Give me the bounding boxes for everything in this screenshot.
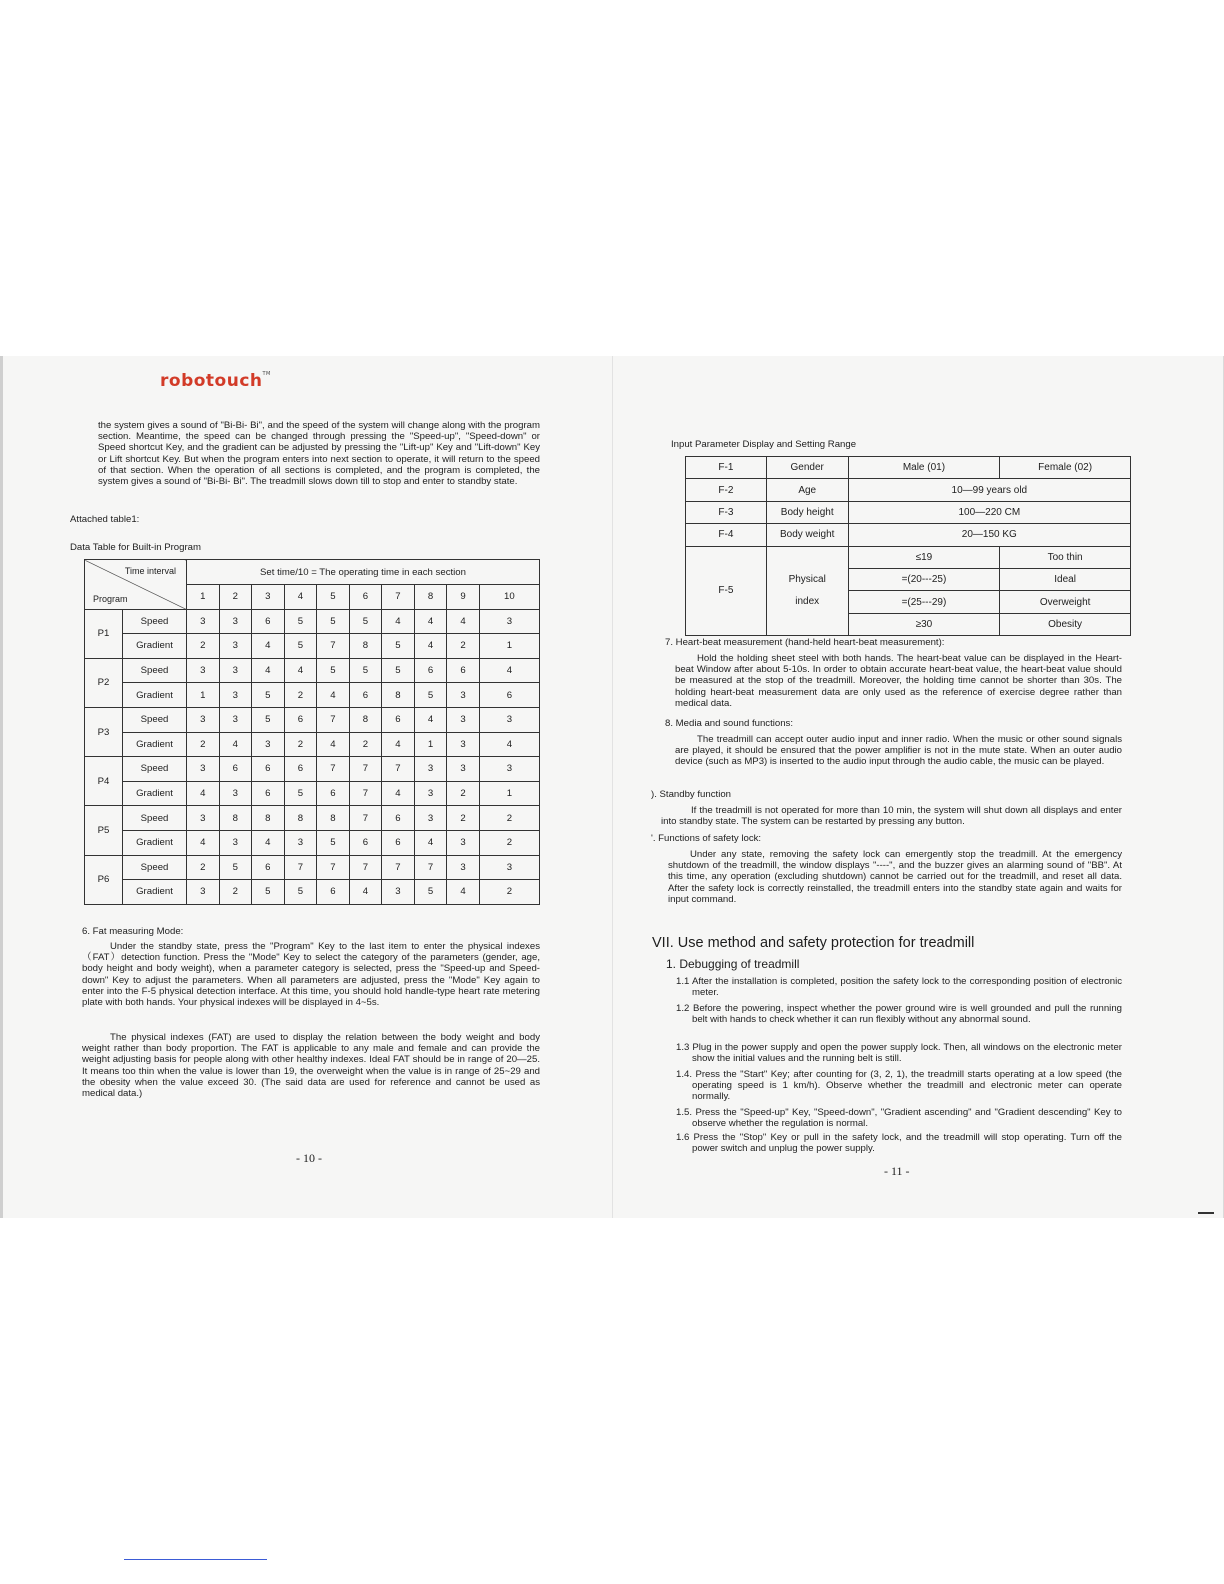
speed-value: 3: [447, 707, 480, 732]
heartbeat-heading: 7. Heart-beat measurement (hand-held heart-beat measurement):: [665, 637, 945, 648]
speed-value: 3: [219, 658, 252, 683]
f5-name-line1: Physical: [788, 573, 826, 585]
column-header: 8: [414, 585, 447, 610]
brand-logo: [160, 371, 271, 391]
attached-label: Attached table1:: [70, 514, 140, 525]
speed-value: 7: [382, 757, 415, 782]
gradient-value: 1: [414, 732, 447, 757]
gradient-value: 3: [252, 732, 285, 757]
f1-male: Male (01): [848, 457, 1000, 479]
media-paragraph: The treadmill can accept outer audio input and inner radio. When the music or other sound signals are played, it should be ensured that the power amplifier is not in the mute state. When an outer audio device (such as MP3) is inserted to the audio input through the audio cable, the music can be played.: [675, 734, 1122, 768]
gradient-value: 5: [414, 683, 447, 708]
speed-value: 5: [317, 609, 350, 634]
gradient-value: 3: [187, 880, 220, 905]
gradient-value: 3: [219, 781, 252, 806]
page-number-right: - 11 -: [884, 1164, 910, 1178]
column-header: 3: [252, 585, 285, 610]
f3-range: 100—220 CM: [848, 501, 1130, 523]
speed-value: 3: [187, 658, 220, 683]
program-label: P6: [85, 855, 123, 904]
speed-value: 3: [187, 707, 220, 732]
speed-value: 3: [479, 609, 539, 634]
speed-value: 3: [447, 757, 480, 782]
gradient-label: Gradient: [123, 880, 187, 905]
sub-title: 1. Debugging of treadmill: [666, 957, 800, 971]
f5-name-line2: index: [795, 595, 820, 607]
speed-value: 5: [284, 609, 317, 634]
gradient-label: Gradient: [123, 781, 187, 806]
speed-value: 7: [349, 757, 382, 782]
gradient-value: 6: [349, 830, 382, 855]
gradient-value: 6: [317, 880, 350, 905]
speed-value: 2: [447, 806, 480, 831]
gradient-value: 4: [252, 830, 285, 855]
program-speed-row: [85, 707, 540, 732]
speed-value: 4: [382, 609, 415, 634]
center-fold: [612, 356, 613, 1218]
column-header: 10: [479, 585, 539, 610]
f2-code: F-2: [686, 479, 767, 501]
gradient-value: 4: [382, 781, 415, 806]
gradient-value: 3: [219, 634, 252, 659]
gradient-value: 3: [447, 732, 480, 757]
speed-value: 6: [382, 806, 415, 831]
f5-result: Ideal: [1000, 568, 1131, 590]
gradient-value: 5: [382, 634, 415, 659]
gradient-value: 4: [414, 830, 447, 855]
gradient-value: 4: [479, 732, 539, 757]
gradient-value: 3: [219, 830, 252, 855]
column-header: 2: [219, 585, 252, 610]
speed-value: 5: [349, 609, 382, 634]
speed-value: 5: [317, 658, 350, 683]
table-corner-cell: [85, 560, 187, 610]
program-speed-row: [85, 855, 540, 880]
f5-result: Overweight: [1000, 591, 1131, 613]
program-label: P2: [85, 658, 123, 707]
gradient-value: 1: [187, 683, 220, 708]
speed-label: Speed: [123, 855, 187, 880]
gradient-value: 2: [479, 880, 539, 905]
speed-value: 3: [219, 707, 252, 732]
gradient-value: 1: [479, 781, 539, 806]
speed-label: Speed: [123, 757, 187, 782]
gradient-value: 2: [187, 634, 220, 659]
speed-value: 6: [382, 707, 415, 732]
gradient-value: 6: [317, 781, 350, 806]
gradient-value: 5: [317, 830, 350, 855]
program-speed-row: [85, 757, 540, 782]
speed-value: 4: [447, 609, 480, 634]
gradient-value: 3: [382, 880, 415, 905]
f5-result: Obesity: [1000, 613, 1131, 635]
program-label: P3: [85, 707, 123, 756]
gradient-value: 6: [252, 781, 285, 806]
gradient-value: 5: [252, 683, 285, 708]
speed-value: 6: [252, 757, 285, 782]
debug-step: 1.4. Press the "Start" Key; after counting for (3, 2, 1), the treadmill starts operating at a low speed (the operating speed is 1 km/h). Observe whether the treadmill and electronic meter can operate normally.: [676, 1069, 1122, 1103]
f5-range: =(25---29): [848, 591, 1000, 613]
speed-value: 7: [349, 806, 382, 831]
gradient-value: 3: [447, 830, 480, 855]
column-header: 7: [382, 585, 415, 610]
gradient-value: 2: [479, 830, 539, 855]
program-gradient-row: [85, 634, 540, 659]
speed-value: 3: [479, 757, 539, 782]
speed-value: 8: [219, 806, 252, 831]
gradient-value: 5: [284, 880, 317, 905]
gradient-value: 5: [284, 634, 317, 659]
gradient-value: 4: [349, 880, 382, 905]
gradient-value: 2: [284, 683, 317, 708]
speed-value: 8: [349, 707, 382, 732]
gradient-value: 5: [252, 880, 285, 905]
gradient-value: 4: [219, 732, 252, 757]
gradient-label: Gradient: [123, 634, 187, 659]
gradient-value: 6: [349, 683, 382, 708]
speed-value: 6: [414, 658, 447, 683]
speed-value: 3: [187, 609, 220, 634]
speed-value: 3: [479, 707, 539, 732]
speed-value: 8: [252, 806, 285, 831]
gradient-value: 4: [252, 634, 285, 659]
corner-time-interval: Time interval: [124, 566, 176, 576]
gradient-value: 7: [349, 781, 382, 806]
speed-label: Speed: [123, 609, 187, 634]
f5-result: Too thin: [1000, 546, 1131, 568]
speed-value: 7: [317, 855, 350, 880]
gradient-value: 4: [447, 880, 480, 905]
speed-value: 7: [284, 855, 317, 880]
f5-range: ≤19: [848, 546, 1000, 568]
program-speed-row: [85, 658, 540, 683]
speed-value: 5: [349, 658, 382, 683]
speed-value: 3: [219, 609, 252, 634]
speed-value: 8: [317, 806, 350, 831]
gradient-value: 4: [414, 634, 447, 659]
fat-paragraph-1: Under the standby state, press the "Program" Key to the last item to enter the physical indexes （FAT）detection function. Press the "Mode" Key to select the category of the parameters (gender, age, body height and body weight), when a parameter category is selected, press the "Speed-up and Speed-down" Key to adjust the parameters. When all parameters are adjusted, press the "Mode" Key again to enter into the F-5 physical detection interface. At this time, you should hold handle-type heart rate metering plate with both hands. Your physical indexes will be displayed in 4~5s.: [82, 941, 540, 1009]
column-header: 6: [349, 585, 382, 610]
gradient-value: 3: [414, 781, 447, 806]
f3-code: F-3: [686, 501, 767, 523]
speed-value: 7: [349, 855, 382, 880]
gradient-value: 3: [219, 683, 252, 708]
bottom-rule: [124, 1559, 267, 1560]
gradient-label: Gradient: [123, 683, 187, 708]
fat-paragraph-2: The physical indexes (FAT) are used to display the relation between the body weight and body weight rather than body proportion. The FAT is applicable to any male and female and can provide the weight adjusting basis for people along with other healthy indexes. Ideal FAT should be in range of 20—25. It means too thin when the value is lower than 19, the overweight when the value is in range of 25~29 and the obesity when the value exceed 30. (The said data are used for reference and cannot be used as medical data.): [82, 1032, 540, 1100]
speed-value: 4: [252, 658, 285, 683]
gradient-value: 4: [317, 732, 350, 757]
parameter-table: [685, 456, 1131, 636]
speed-value: 4: [414, 707, 447, 732]
debug-step: 1.2 Before the powering, inspect whether the power ground wire is well grounded and pull the running belt with hands to check whether it can run flexibly without any abnormal sound.: [676, 1003, 1122, 1026]
f4-code: F-4: [686, 524, 767, 546]
column-header: 9: [447, 585, 480, 610]
gradient-value: 7: [317, 634, 350, 659]
debug-step: 1.5. Press the "Speed-up" Key, "Speed-down", "Gradient ascending" and "Gradient descending" Key to observe whether the regulation is normal.: [676, 1107, 1122, 1130]
gradient-value: 4: [187, 781, 220, 806]
speed-value: 5: [219, 855, 252, 880]
gradient-value: 4: [187, 830, 220, 855]
speed-value: 5: [382, 658, 415, 683]
speed-value: 3: [414, 806, 447, 831]
safety-paragraph: Under any state, removing the safety lock can emergently stop the treadmill. At the emergency shutdown of the treadmill, the window displays "----", and the buzzer gives an alarming sound of "BB". At this time, any operation (excluding shutdown) cannot be carried out for the treadmill, and reset all data. After the safety lock is correctly reinstalled, the treadmill enters into the standby state again and waits for input command.: [668, 849, 1122, 905]
debug-step: 1.6 Press the "Stop" Key or pull in the safety lock, and the treadmill will stop operating. Turn off the power switch and unplug the power supply.: [676, 1132, 1122, 1155]
speed-value: 7: [414, 855, 447, 880]
gradient-value: 5: [284, 781, 317, 806]
f1-code: F-1: [686, 457, 767, 479]
program-label: P4: [85, 757, 123, 806]
gradient-value: 6: [479, 683, 539, 708]
speed-value: 2: [479, 806, 539, 831]
program-gradient-row: [85, 880, 540, 905]
speed-value: 7: [317, 707, 350, 732]
program-gradient-row: [85, 683, 540, 708]
speed-value: 6: [252, 609, 285, 634]
gradient-value: 6: [382, 830, 415, 855]
program-table: [84, 559, 540, 905]
gradient-value: 2: [447, 781, 480, 806]
f3-name: Body height: [766, 501, 848, 523]
safety-heading: '. Functions of safety lock:: [651, 833, 762, 844]
gradient-value: 8: [349, 634, 382, 659]
speed-value: 6: [219, 757, 252, 782]
gradient-value: 3: [284, 830, 317, 855]
set-time-header: Set time/10 = The operating time in each section: [187, 560, 540, 585]
program-label: P5: [85, 806, 123, 855]
f2-range: 10—99 years old: [848, 479, 1130, 501]
program-speed-row: [85, 806, 540, 831]
brand-logo-text: robotouch: [160, 371, 263, 391]
gradient-label: Gradient: [123, 732, 187, 757]
column-header: 1: [187, 585, 220, 610]
media-heading: 8. Media and sound functions:: [665, 718, 794, 729]
speed-value: 6: [252, 855, 285, 880]
program-gradient-row: [85, 830, 540, 855]
gradient-value: 5: [414, 880, 447, 905]
speed-value: 6: [447, 658, 480, 683]
speed-value: 2: [187, 855, 220, 880]
speed-label: Speed: [123, 658, 187, 683]
debug-step: 1.1 After the installation is completed, position the safety lock to the corresponding position of electronic meter.: [676, 976, 1122, 999]
debug-step: 1.3 Plug in the power supply and open the power supply lock. Then, all windows on the electronic meter show the initial values and the running belt is still.: [676, 1042, 1122, 1065]
f5-range: =(20---25): [848, 568, 1000, 590]
f1-female: Female (02): [1000, 457, 1131, 479]
gradient-value: 4: [382, 732, 415, 757]
standby-paragraph: If the treadmill is not operated for more than 10 min, the system will shut down all displays and enter into standby state. The system can be restarted by pressing any button.: [661, 805, 1122, 828]
speed-value: 3: [447, 855, 480, 880]
column-header: 4: [284, 585, 317, 610]
speed-value: 3: [479, 855, 539, 880]
f4-range: 20—150 KG: [848, 524, 1130, 546]
fat-heading: 6. Fat measuring Mode:: [82, 926, 184, 937]
gradient-label: Gradient: [123, 830, 187, 855]
program-gradient-row: [85, 781, 540, 806]
speed-value: 4: [284, 658, 317, 683]
speed-value: 6: [284, 757, 317, 782]
left-scan-edge: [0, 356, 3, 1218]
speed-value: 3: [187, 757, 220, 782]
f5-name: [766, 546, 848, 636]
program-label: P1: [85, 609, 123, 658]
program-speed-row: [85, 609, 540, 634]
gradient-value: 8: [382, 683, 415, 708]
section-title: VII. Use method and safety protection for treadmill: [652, 935, 975, 951]
gradient-value: 2: [187, 732, 220, 757]
speed-label: Speed: [123, 707, 187, 732]
gradient-value: 4: [317, 683, 350, 708]
page-number-left: - 10 -: [296, 1151, 322, 1165]
speed-value: 7: [317, 757, 350, 782]
speed-value: 3: [414, 757, 447, 782]
speed-value: 7: [382, 855, 415, 880]
f5-code: F-5: [686, 546, 767, 636]
gradient-value: 2: [284, 732, 317, 757]
margin-mark: [1198, 1212, 1214, 1214]
f2-name: Age: [766, 479, 848, 501]
heartbeat-paragraph: Hold the holding sheet steel with both hands. The heart-beat value can be displayed in the Heart-beat Window after about 5-10s. In order to obtain accurate heart-beat value, the heart-beat value should be measured at the stop of the treadmill. Moreover, the holding time cannot be shorter than 30s. The holding heart-beat measurement data are only used as the reference of exercise degree rather than medical data.: [675, 653, 1122, 709]
standby-heading: ). Standby function: [651, 789, 731, 800]
speed-value: 5: [252, 707, 285, 732]
speed-value: 4: [479, 658, 539, 683]
gradient-value: 1: [479, 634, 539, 659]
gradient-value: 2: [219, 880, 252, 905]
speed-value: 4: [414, 609, 447, 634]
speed-label: Speed: [123, 806, 187, 831]
gradient-value: 2: [349, 732, 382, 757]
f4-name: Body weight: [766, 524, 848, 546]
gradient-value: 3: [447, 683, 480, 708]
trademark-mark: TM: [262, 371, 271, 377]
intro-paragraph: the system gives a sound of "Bi-Bi- Bi", and the speed of the system will change along with the program section. Meantime, the speed can be changed through pressing the "Speed-up", "Speed-down" or Speed shortcut Key, and the gradient can be adjusted by pressing the "Lift-up" Key and "Lift-down" Key or Lift shortcut Key. But when the program enters into next section to operate, it will return to the speed of that section. When the operation of all sections is completed, and the program is completed, the system gives a sound of "Bi-Bi- Bi". The treadmill slows down till to stop and enter to standby state.: [98, 420, 540, 488]
f1-name: Gender: [766, 457, 848, 479]
program-gradient-row: [85, 732, 540, 757]
table-caption: Data Table for Built-in Program: [70, 542, 201, 553]
speed-value: 3: [187, 806, 220, 831]
f5-range: ≥30: [848, 613, 1000, 635]
corner-program: Program: [93, 593, 128, 604]
gradient-value: 2: [447, 634, 480, 659]
speed-value: 6: [284, 707, 317, 732]
speed-value: 8: [284, 806, 317, 831]
param-caption: Input Parameter Display and Setting Range: [671, 439, 857, 450]
column-header: 5: [317, 585, 350, 610]
